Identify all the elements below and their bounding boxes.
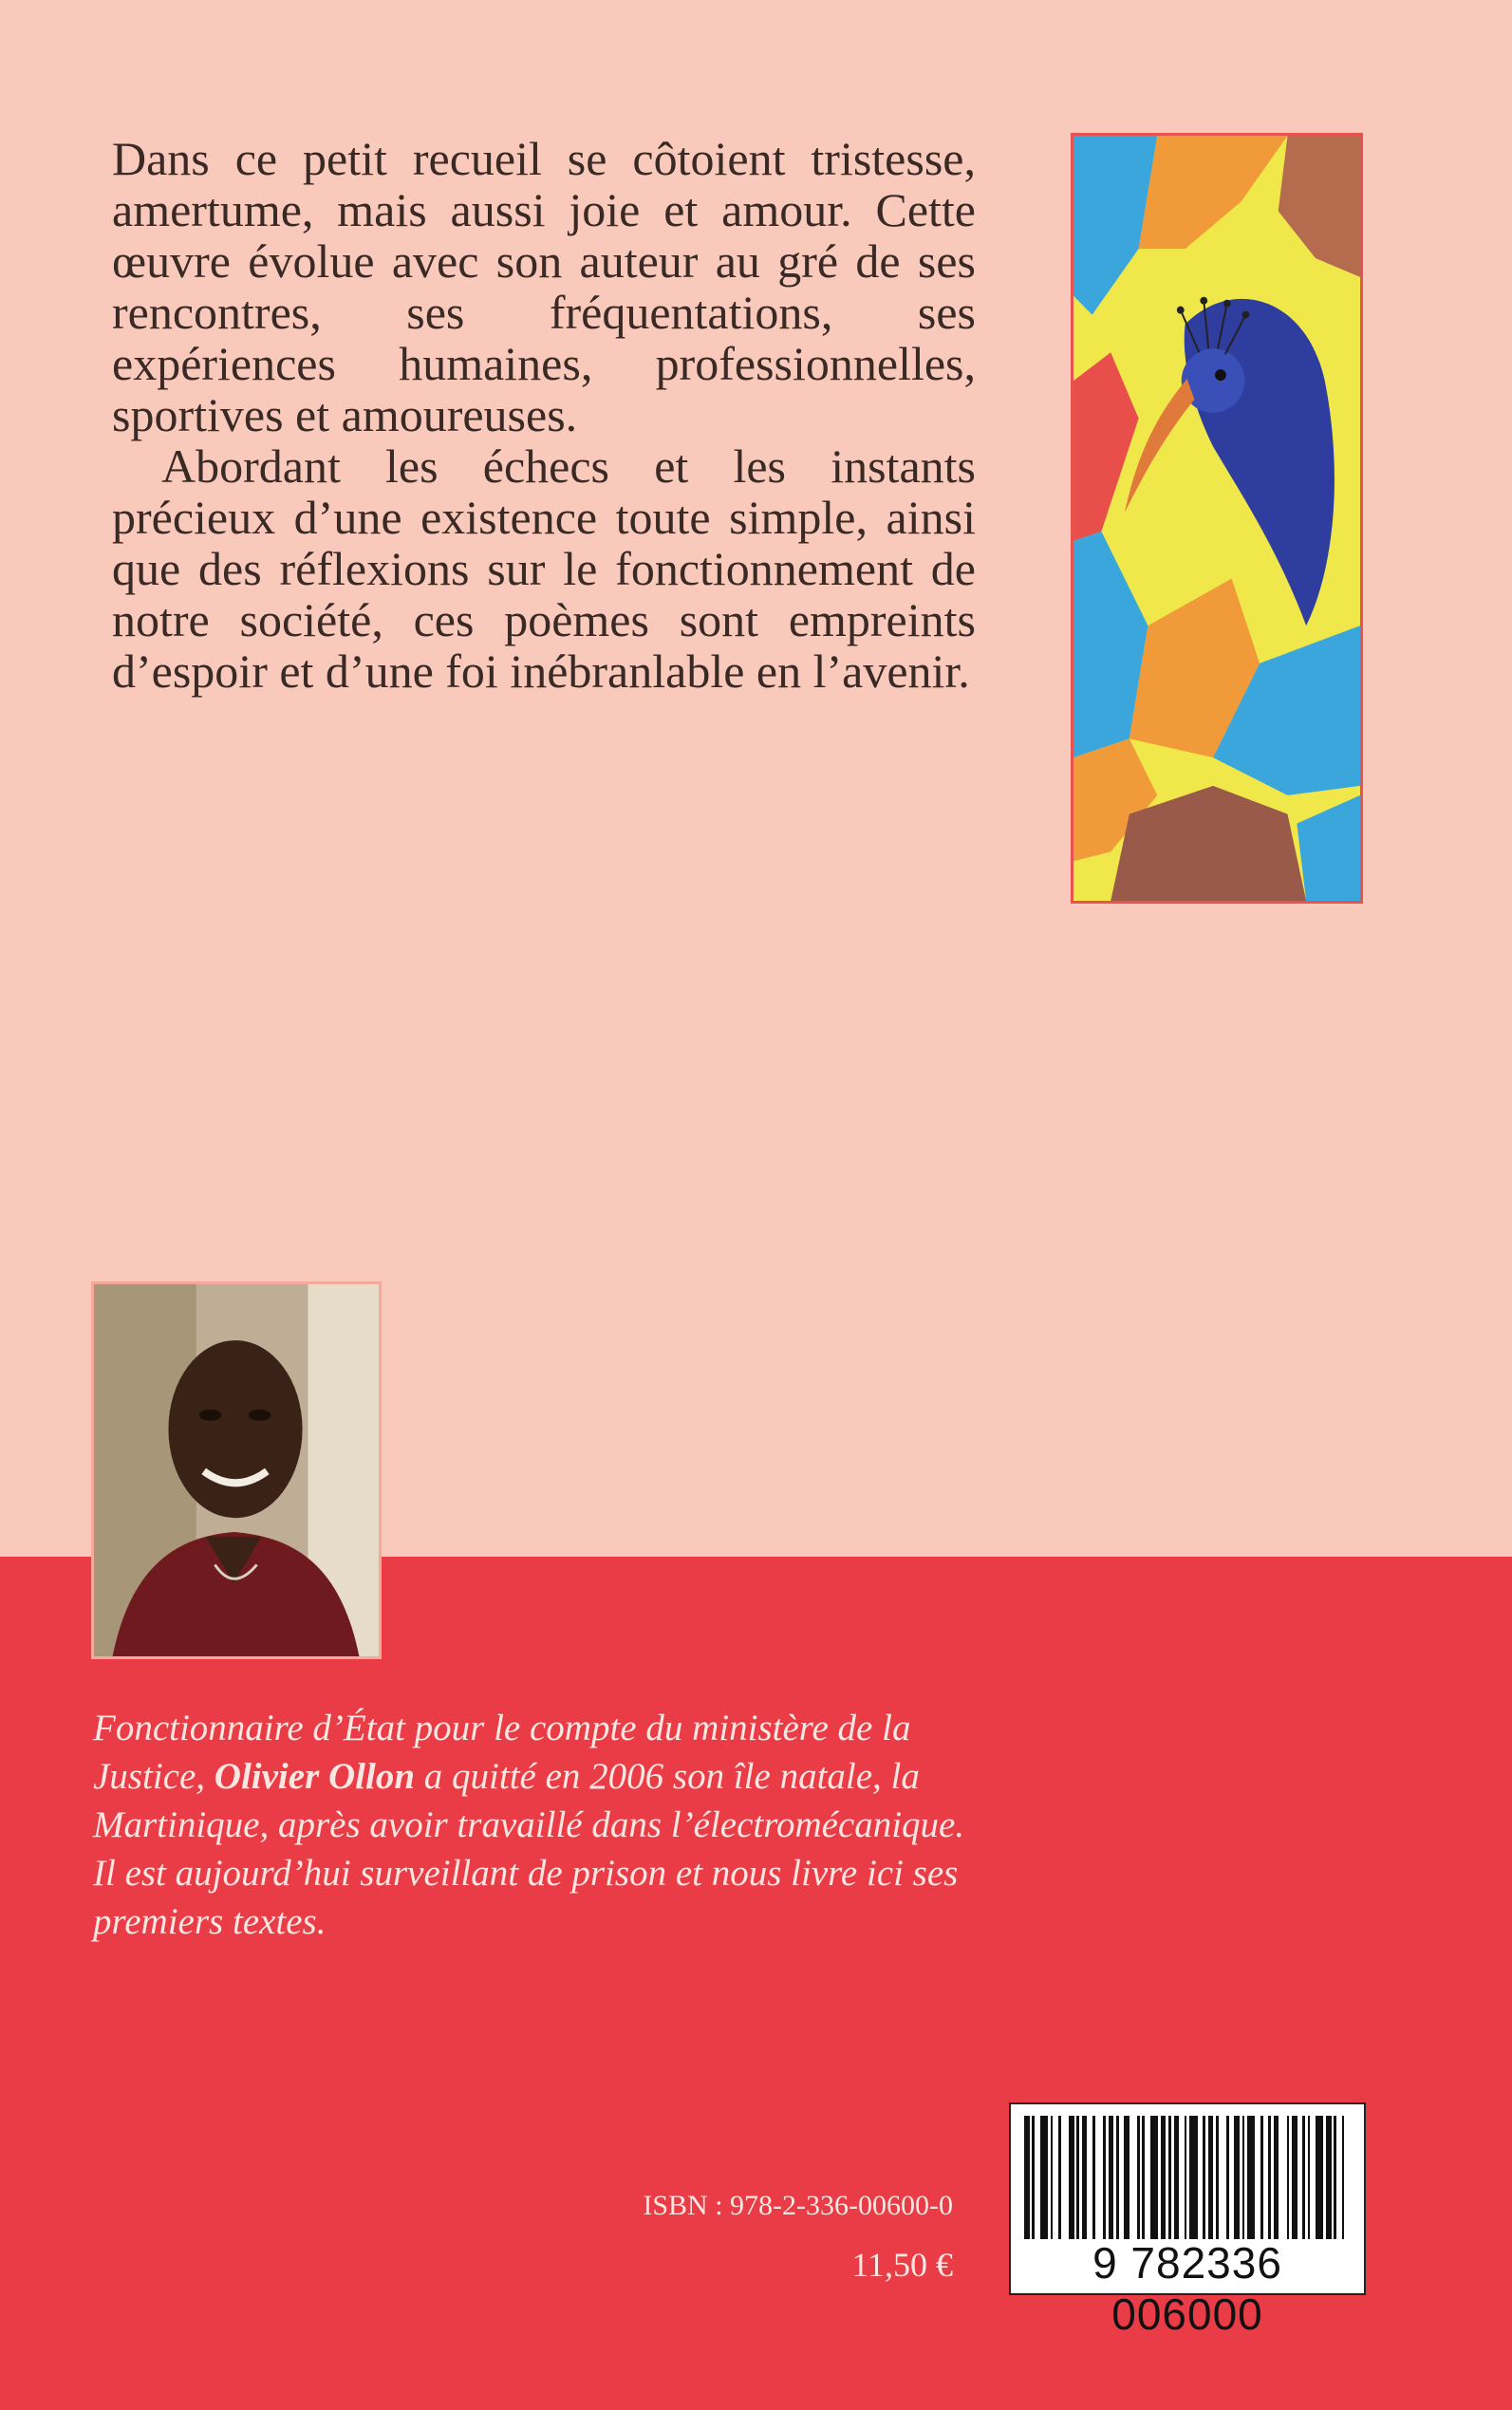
barcode-bar <box>1040 2116 1048 2239</box>
barcode-bar <box>1219 2116 1226 2239</box>
barcode-bar <box>1095 2116 1103 2239</box>
bird-drawing-icon <box>1071 133 1363 904</box>
artwork-svg <box>1073 136 1360 901</box>
bio-text-part-1: Fonctionnaire d’État pour le compte du ministère de la Justice, <box>93 1708 911 1797</box>
barcode-bar <box>1247 2116 1255 2239</box>
barcode-bar <box>1316 2116 1323 2239</box>
barcode <box>1009 2102 1366 2339</box>
bio-text-part-2: a quitté en 2006 son île natale, la Martinique, après avoir travaillé dans l’électromécanique. Il est aujourd’hui surveillant de prison et nous livre ici ses premiers textes. <box>93 1756 965 1942</box>
author-portrait-photo <box>91 1281 382 1659</box>
isbn-label: ISBN : 978-2-336-00600-0 <box>643 2190 953 2221</box>
back-cover-blurb <box>112 133 976 697</box>
barcode-bar <box>1344 2116 1352 2239</box>
blurb-paragraph-1: Dans ce petit recueil se côtoient tristesse, amertume, mais aussi joie et amour. Cette œuvre évolue avec son auteur au gré de ses rencontres, ses fréquentations, ses expériences humaines, professionnelles, sportives et amoureuses. <box>112 132 976 441</box>
barcode-bar <box>1061 2116 1069 2239</box>
barcode-bar <box>1129 2116 1137 2239</box>
portrait-svg <box>94 1284 379 1656</box>
barcode-bar <box>1279 2116 1286 2239</box>
price-label: 11,50 € <box>851 2246 953 2284</box>
barcode-bar <box>1150 2116 1158 2239</box>
barcode-bars <box>1024 2116 1353 2239</box>
barcode-digits: 9 782336 006000 <box>1092 2238 1282 2339</box>
author-biography <box>93 1704 966 1946</box>
blurb-paragraph-2: Abordant les échecs et les instants précieux d’une existence toute simple, ainsi que des réflexions sur le fonctionnement de notre société, ces poèmes sont empreints d’espoir et d’une foi inébranlable en l’avenir. <box>112 439 976 698</box>
barcode-bar <box>1189 2116 1197 2239</box>
bio-author-name: Olivier Ollon <box>214 1756 416 1797</box>
